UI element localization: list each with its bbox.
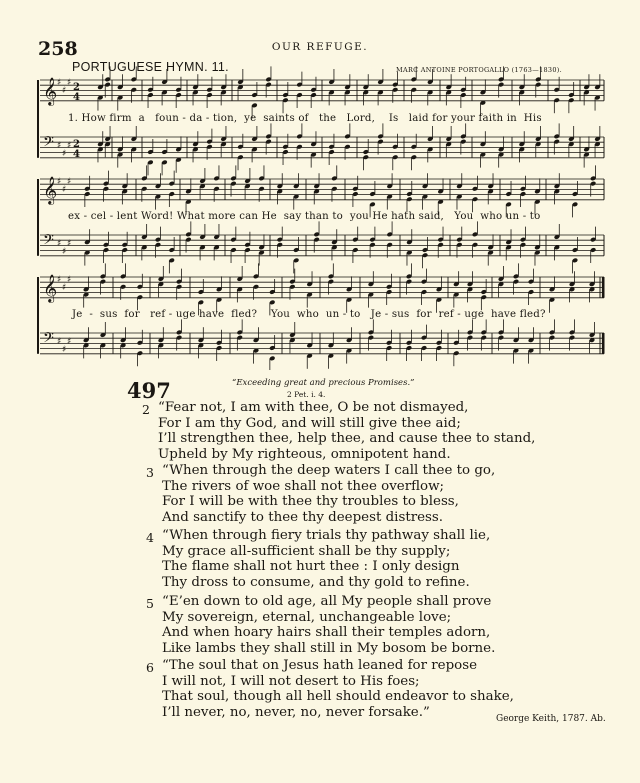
running-title: OUR REFUGE. (271, 41, 369, 53)
verse-line: For I will be with thee thy troubles to bless, (162, 494, 459, 509)
time-signature-bottom: 4 (73, 92, 80, 103)
verse-line: Upheld by My righteous, omnipotent hand. (158, 446, 451, 462)
composer-credit: MARC ANTOINE PORTOGALLO (1763—1830). (396, 66, 562, 74)
verse-line: “Fear not, I am with thee, O be not dismayed, (158, 400, 469, 415)
sharp-icon: ♯ (67, 337, 72, 347)
verse-line: “When through the deep waters I call thee to go, (162, 463, 496, 478)
sharp-icon: ♯ (57, 337, 62, 347)
verse-line: The flame shall not hurt thee : I only design (162, 559, 460, 574)
lyric-line-1: 1. How firm a foun - da - tion, ye saints of the Lord, Is laid for your faith in His (68, 113, 542, 124)
lyric-line-2: ex - cel - lent Word! What more can He say than to you He hath said, You who un - to (68, 211, 541, 222)
stanza (162, 658, 514, 720)
verse-line: “The soul that on Jesus hath leaned for repose (162, 658, 478, 673)
stanza-number: 5 (146, 596, 154, 611)
bass-clef-icon: 𝄢 (43, 134, 54, 154)
verse-line: Thy dross to consume, and thy gold to refine. (162, 574, 470, 590)
hymn-number: 497 (127, 378, 171, 403)
sharp-icon: ♯ (62, 283, 67, 293)
stanza-number: 4 (146, 530, 154, 545)
verse-line: My grace all-sufficient shall be thy supply; (162, 543, 451, 559)
sharp-icon: ♯ (67, 177, 72, 187)
verse-line: Like lambs they shall still in My bosom be borne. (162, 640, 496, 656)
treble-clef-icon: 𝄞 (43, 176, 58, 204)
scripture-quote: “Exceeding great and precious Promises.” (232, 378, 415, 388)
treble-clef-icon: 𝄞 (43, 77, 58, 105)
sharp-icon: ♯ (62, 345, 67, 355)
sharp-icon: ♯ (57, 177, 62, 187)
bass-clef-icon: 𝄢 (43, 232, 54, 252)
treble-clef-icon: 𝄞 (43, 274, 58, 302)
scripture-reference: 2 Pet. i. 4. (287, 390, 326, 399)
stanza-number: 3 (146, 465, 154, 480)
verse-line: “When through fiery trials thy pathway shall lie, (162, 528, 491, 543)
sharp-icon: ♯ (62, 185, 67, 195)
time-signature-bottom: 4 (73, 149, 80, 160)
sharp-icon: ♯ (57, 141, 62, 151)
stanza-number: 2 (142, 402, 150, 417)
sharp-icon: ♯ (57, 78, 62, 88)
sharp-icon: ♯ (62, 247, 67, 257)
verse-line: I’ll strengthen thee, help thee, and cause thee to stand, (158, 431, 536, 446)
verse-line: The rivers of woe shall not thee overflow; (162, 478, 445, 494)
verse-line: For I am thy God, and will still give thee aid; (158, 415, 461, 431)
sharp-icon: ♯ (62, 86, 67, 96)
time-signature-top: 2 (73, 139, 80, 150)
stanza (162, 463, 495, 525)
stanza (162, 528, 490, 590)
sharp-icon: ♯ (67, 78, 72, 88)
sharp-icon: ♯ (67, 275, 72, 285)
page-number: 258 (38, 38, 78, 60)
sharp-icon: ♯ (57, 239, 62, 249)
author-attribution: George Keith, 1787. Ab. (496, 714, 606, 724)
sharp-icon: ♯ (67, 239, 72, 249)
sharp-icon: ♯ (57, 275, 62, 285)
verse-line: “E’en down to old age, all My people shall prove (162, 594, 492, 609)
bass-clef-icon: 𝄢 (43, 330, 54, 350)
stanza (158, 400, 535, 462)
stanza (162, 594, 495, 656)
verse-line: And sanctify to thee thy deepest distress. (162, 509, 444, 525)
verse-line: I’ll never, no, never, no, never forsake.” (162, 704, 430, 720)
verse-line: My sovereign, eternal, unchangeable love; (162, 609, 452, 625)
verse-line: That soul, though all hell should endeavor to shake, (162, 689, 514, 704)
verse-line: And when hoary hairs shall their temples adorn, (162, 625, 491, 640)
sharp-icon: ♯ (62, 149, 67, 159)
verse-line: I will not, I will not desert to His foes; (162, 673, 420, 689)
sharp-icon: ♯ (67, 141, 72, 151)
time-signature-top: 2 (73, 82, 80, 93)
lyric-line-3: Je - sus for ref - uge have fled? You who un - to Je - sus for ref - uge have fled? (72, 309, 546, 320)
stanza-number: 6 (146, 660, 154, 675)
tune-name: PORTUGUESE HYMN. 11. (72, 60, 229, 74)
